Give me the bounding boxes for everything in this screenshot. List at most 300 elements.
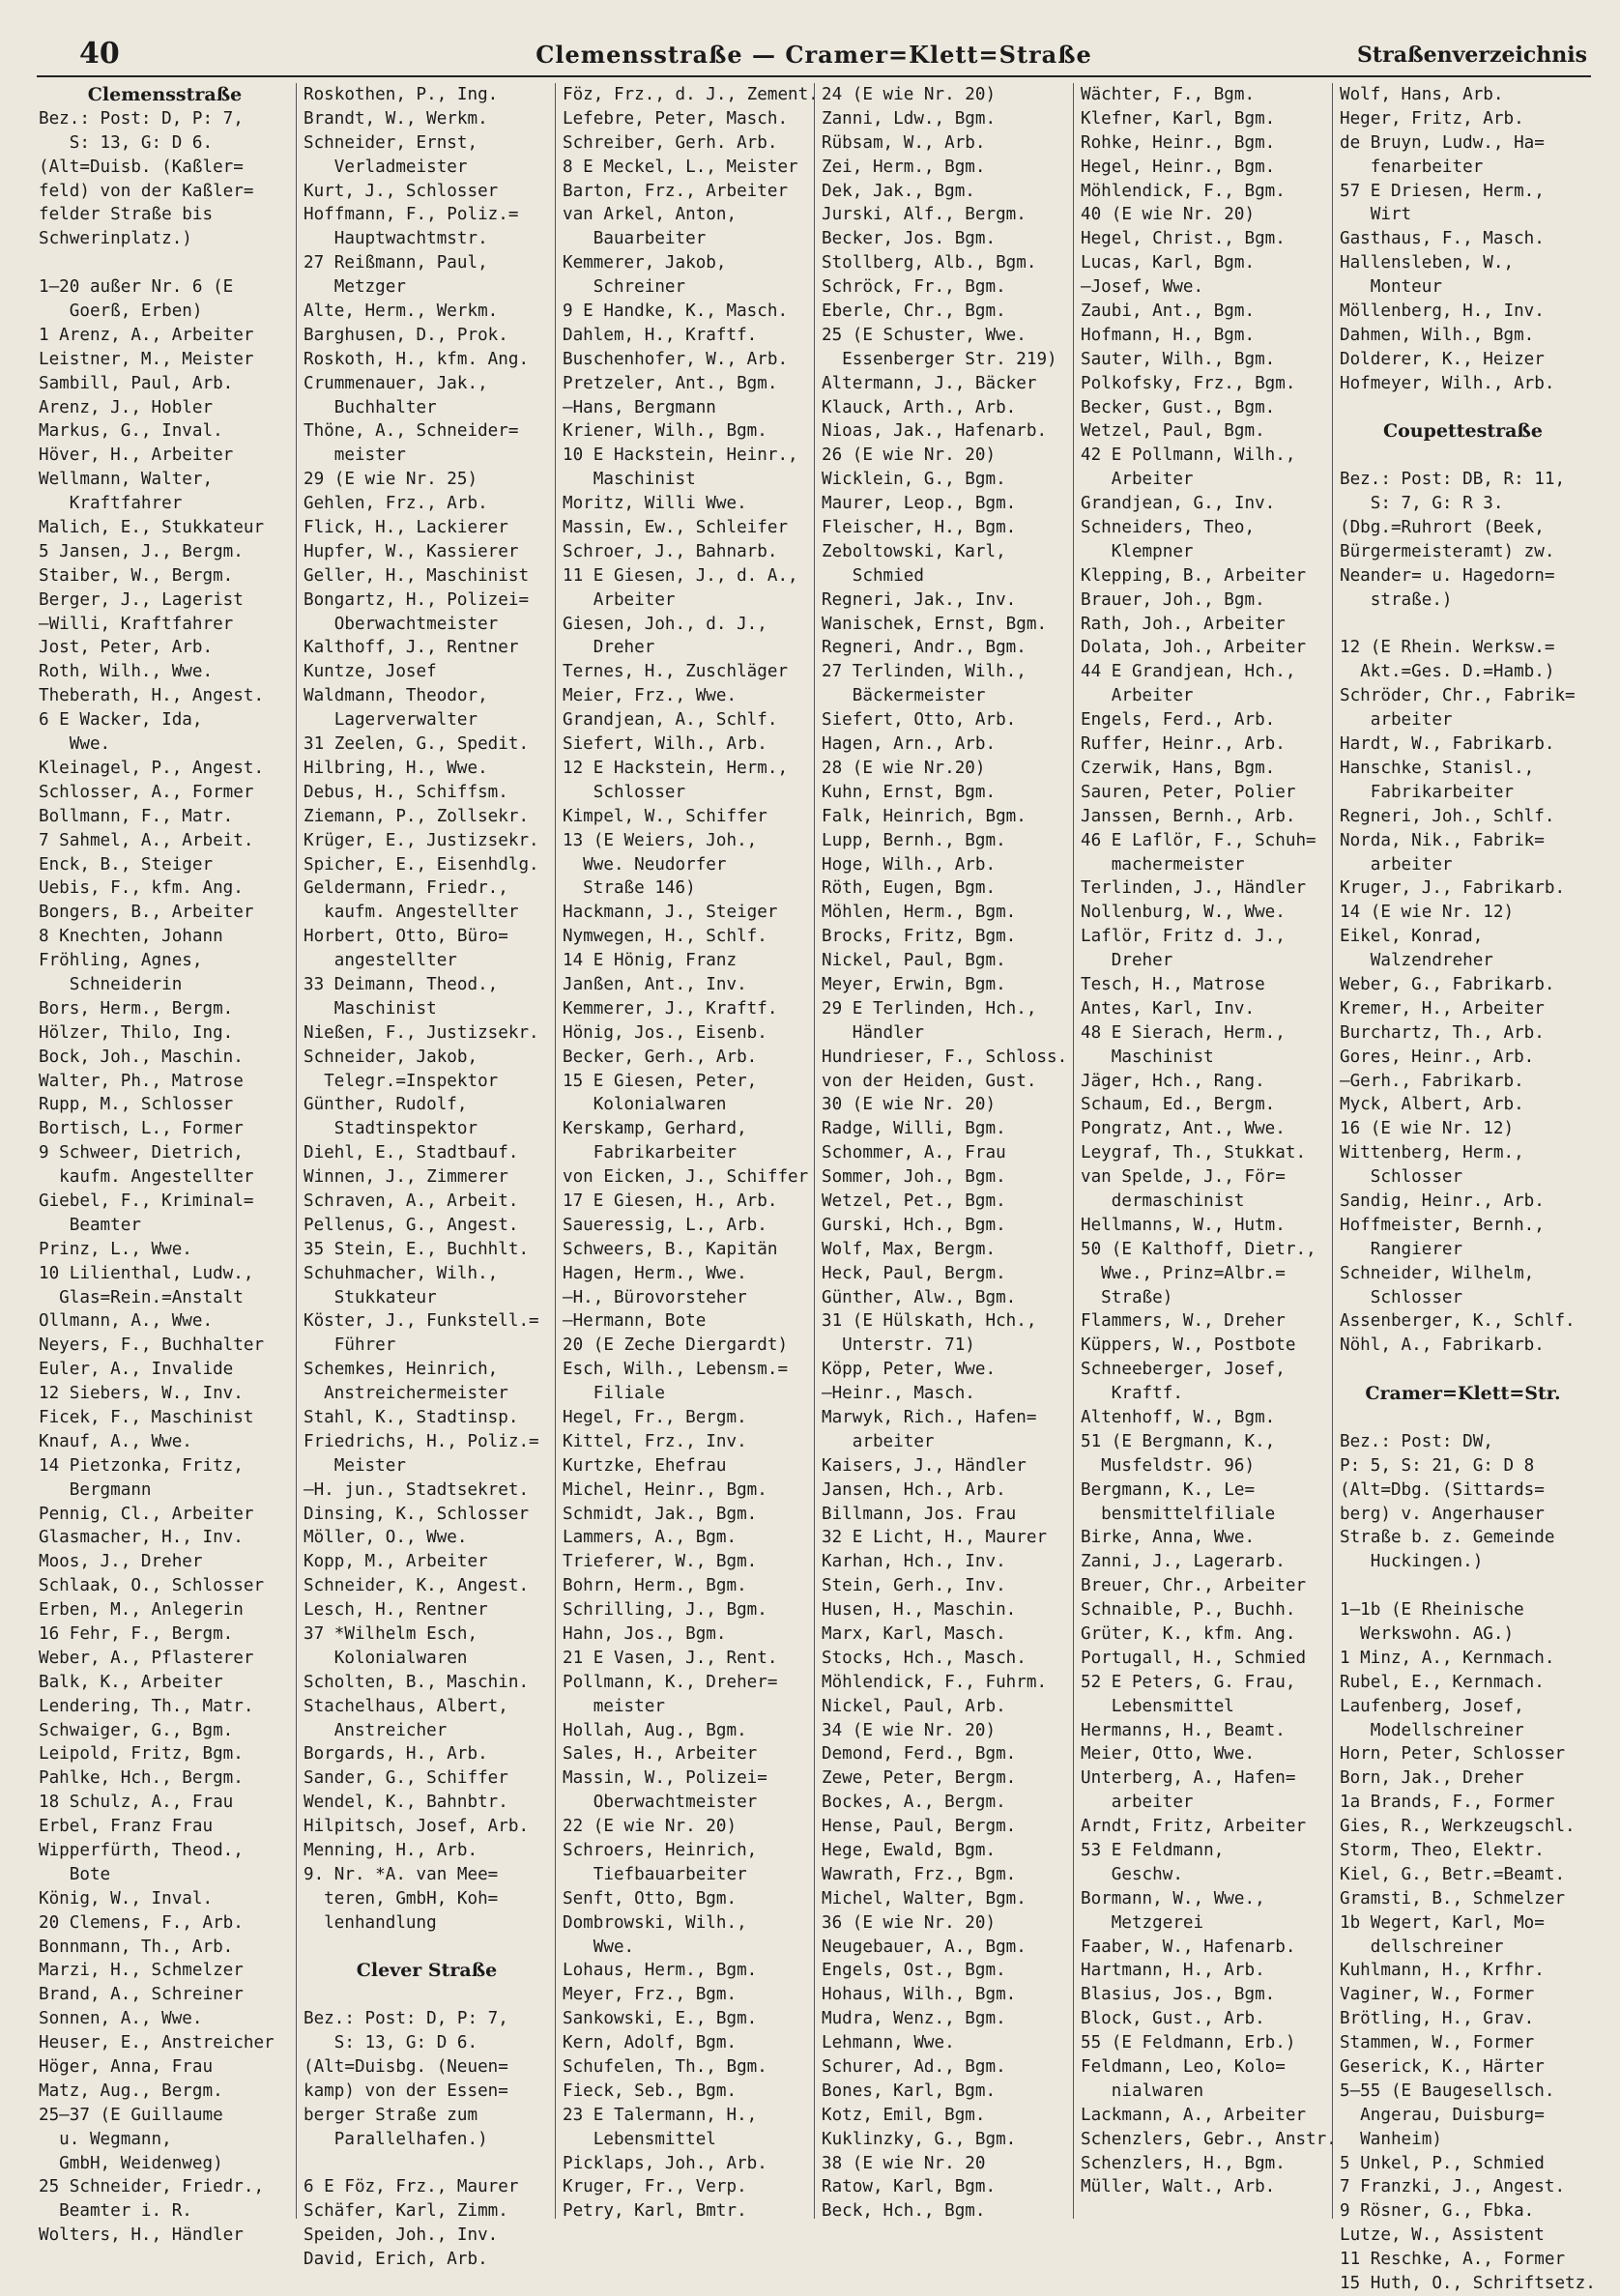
directory-line: Bollmann, F., Matr. bbox=[39, 806, 234, 826]
directory-line: Röth, Eugen, Bgm. bbox=[822, 878, 997, 899]
directory-line: Monteur bbox=[1340, 277, 1442, 298]
directory-line: Bez.: Post: DW, bbox=[1340, 1431, 1493, 1451]
directory-line: Grüter, K., kfm. Ang. bbox=[1081, 1624, 1296, 1644]
directory-line: Sonnen, A., Wwe. bbox=[39, 2009, 203, 2029]
directory-line: Barghusen, D., Prok. bbox=[304, 325, 508, 345]
directory-line: 9 E Handke, K., Masch. bbox=[563, 301, 789, 322]
directory-line: Nöhl, A., Fabrikarb. bbox=[1340, 1335, 1545, 1356]
directory-line: Hahn, Jos., Bgm. bbox=[563, 1624, 727, 1644]
directory-line: Kuklinzky, G., Bgm. bbox=[822, 2129, 1017, 2149]
directory-line: Schneiders, Theo, bbox=[1081, 518, 1256, 538]
directory-line: Schenzlers, Gebr., Anstr. bbox=[1081, 2129, 1337, 2149]
text-columns bbox=[37, 83, 1596, 2294]
directory-line: Schuhmacher, Wilh., bbox=[304, 1263, 499, 1283]
directory-line: Bäckermeister bbox=[822, 686, 986, 706]
directory-line: 51 (E Bergmann, K., bbox=[1081, 1431, 1276, 1451]
directory-line: Pellenus, G., Angest. bbox=[304, 1215, 519, 1235]
directory-line: Lohaus, Herm., Bgm. bbox=[563, 1961, 758, 1981]
directory-line: berger Straße zum bbox=[304, 2105, 478, 2125]
directory-line: Ruffer, Heinr., Arb. bbox=[1081, 734, 1286, 755]
directory-line: Gasthaus, F., Masch. bbox=[1340, 229, 1545, 249]
directory-line: Fabrikarbeiter bbox=[563, 1143, 738, 1163]
directory-line: S: 13, G: D 6. bbox=[39, 132, 214, 153]
directory-line: 36 (E wie Nr. 20) bbox=[822, 1912, 997, 1933]
directory-line: S: 7, G: R 3. bbox=[1340, 494, 1504, 514]
directory-line: Thöne, A., Schneider= bbox=[304, 421, 519, 442]
directory-line: Leygraf, Th., Stukkat. bbox=[1081, 1143, 1307, 1163]
directory-line: Kleinagel, P., Angest. bbox=[39, 758, 265, 778]
directory-line: Malich, E., Stukkateur bbox=[39, 518, 265, 538]
directory-line bbox=[304, 2152, 550, 2176]
directory-line: 57 E Driesen, Herm., bbox=[1340, 181, 1545, 201]
directory-line: Menning, H., Arb. bbox=[304, 1841, 478, 1861]
directory-line: Rangierer bbox=[1340, 1239, 1463, 1259]
directory-line: 38 (E wie Nr. 20 bbox=[822, 2153, 986, 2173]
directory-line: Schufelen, Th., Bgm. bbox=[563, 2057, 767, 2078]
directory-line: Geschw. bbox=[1081, 1864, 1183, 1884]
directory-line: Huckingen.) bbox=[1340, 1552, 1484, 1572]
directory-line: 1 Minz, A., Kernmach. bbox=[1340, 1648, 1555, 1668]
directory-line: Köster, J., Funkstell.= bbox=[304, 1311, 539, 1332]
directory-line: Schneiderin bbox=[39, 974, 183, 994]
directory-line: de Bruyn, Ludw., Ha= bbox=[1340, 132, 1545, 153]
directory-line: 16 (E wie Nr. 12) bbox=[1340, 1119, 1515, 1139]
directory-line: Günther, Alw., Bgm. bbox=[822, 1287, 1017, 1307]
directory-line: Sandig, Heinr., Arb. bbox=[1340, 1191, 1545, 1211]
directory-line: kamp) von der Essen= bbox=[304, 2081, 508, 2101]
directory-line: Zewe, Peter, Bergm. bbox=[822, 1768, 1017, 1789]
directory-line: 6 E Wacker, Ida, bbox=[39, 710, 203, 731]
directory-line: lenhandlung bbox=[304, 1912, 437, 1933]
directory-line: Crummenauer, Jak., bbox=[304, 373, 488, 393]
directory-line: Metzger bbox=[304, 277, 406, 298]
directory-line: u. Wegmann, bbox=[39, 2129, 172, 2149]
directory-line: Hofmeyer, Wilh., Arb. bbox=[1340, 373, 1555, 393]
directory-line: Bonnmann, Th., Arb. bbox=[39, 1937, 234, 1957]
directory-line: Flick, H., Lackierer bbox=[304, 518, 508, 538]
directory-line: 11 E Giesen, J., d. A., bbox=[563, 565, 798, 586]
directory-line: 12 (E Rhein. Werksw.= bbox=[1340, 638, 1555, 658]
directory-line: Jost, Peter, Arb. bbox=[39, 638, 214, 658]
directory-line: Erben, M., Anlegerin bbox=[39, 1600, 244, 1621]
directory-line: Schmidt, Jak., Bgm. bbox=[563, 1504, 758, 1524]
directory-line: 29 E Terlinden, Hch., bbox=[822, 998, 1037, 1019]
directory-line: Hege, Ewald, Bgm. bbox=[822, 1841, 997, 1861]
directory-line: Lebensmittel bbox=[1081, 1696, 1234, 1716]
directory-line: Born, Jak., Dreher bbox=[1340, 1768, 1524, 1789]
directory-line: Angerau, Duisburg= bbox=[1340, 2105, 1545, 2125]
directory-line: Fröhling, Agnes, bbox=[39, 951, 203, 971]
directory-line: Roskoth, H., kfm. Ang. bbox=[304, 349, 530, 369]
directory-line: Arbeiter bbox=[1081, 470, 1194, 490]
directory-line: 27 Terlinden, Wilh., bbox=[822, 662, 1027, 682]
directory-line: 13 (E Weiers, Joh., bbox=[563, 830, 758, 850]
directory-line: Blasius, Jos., Bgm. bbox=[1081, 1985, 1276, 2005]
directory-line bbox=[1340, 613, 1586, 637]
directory-line: Kemmerer, Jakob, bbox=[563, 253, 727, 273]
directory-line: 25 (E Schuster, Wwe. bbox=[822, 325, 1027, 345]
directory-line: Kraftf. bbox=[1081, 1384, 1183, 1404]
directory-line: 5 Jansen, J., Bergm. bbox=[39, 541, 244, 561]
directory-line: Kalthoff, J., Rentner bbox=[304, 638, 519, 658]
directory-line: Mudra, Wenz., Bgm. bbox=[822, 2009, 1006, 2029]
directory-line: Demond, Ferd., Bgm. bbox=[822, 1744, 1017, 1765]
directory-line: 33 Deimann, Theod., bbox=[304, 974, 499, 994]
directory-line: kaufm. Angestellter bbox=[39, 1167, 254, 1188]
directory-line: Dreher bbox=[563, 638, 655, 658]
directory-line: Lackmann, A., Arbeiter bbox=[1081, 2105, 1307, 2125]
directory-line: Bergmann, K., Le= bbox=[1081, 1479, 1256, 1500]
street-heading: Cramer=Klett=Str. bbox=[1365, 1383, 1561, 1405]
directory-line: Brandt, W., Werkm. bbox=[304, 108, 488, 129]
directory-line: Michel, Heinr., Bgm. bbox=[563, 1479, 767, 1500]
column-6 bbox=[1332, 83, 1596, 2294]
directory-line: Musfeldstr. 96) bbox=[1081, 1455, 1256, 1476]
directory-line: Jansen, Hch., Arb. bbox=[822, 1479, 1006, 1500]
directory-line: Wächter, F., Bgm. bbox=[1081, 85, 1256, 104]
directory-line: van Spelde, J., För= bbox=[1081, 1167, 1286, 1188]
directory-line: Dolderer, K., Heizer bbox=[1340, 349, 1545, 369]
directory-line: Lefebre, Peter, Masch. bbox=[563, 108, 789, 129]
directory-line: 46 E Laflör, F., Schuh= bbox=[1081, 830, 1316, 850]
directory-line: Meyer, Erwin, Bgm. bbox=[822, 974, 1006, 994]
directory-line: Schlaak, O., Schlosser bbox=[39, 1576, 265, 1596]
directory-line: Stachelhaus, Albert, bbox=[304, 1696, 508, 1716]
directory-line: David, Erich, Arb. bbox=[304, 2250, 488, 2270]
directory-line: Ratow, Karl, Bgm. bbox=[822, 2177, 997, 2197]
directory-line: Köpp, Peter, Wwe. bbox=[822, 1360, 997, 1380]
directory-line: 9. Nr. *A. van Mee= bbox=[304, 1864, 499, 1884]
directory-line: Nollenburg, W., Wwe. bbox=[1081, 903, 1286, 923]
directory-line: Maschinist bbox=[1081, 1047, 1214, 1067]
directory-line: 14 (E wie Nr. 12) bbox=[1340, 903, 1515, 923]
directory-line: —H., Bürovorsteher bbox=[563, 1287, 747, 1307]
directory-line: Wetzel, Pet., Bgm. bbox=[822, 1191, 1006, 1211]
directory-line: Rohke, Heinr., Bgm. bbox=[1081, 132, 1276, 153]
directory-line: Schneeberger, Josef, bbox=[1081, 1360, 1286, 1380]
directory-line: 53 E Feldmann, bbox=[1081, 1841, 1225, 1861]
directory-line: Polkofsky, Frz., Bgm. bbox=[1081, 373, 1296, 393]
directory-line: Hohaus, Wilh., Bgm. bbox=[822, 1985, 1017, 2005]
directory-line: 12 Siebers, W., Inv. bbox=[39, 1384, 244, 1404]
directory-line: Maurer, Leop., Bgm. bbox=[822, 494, 1017, 514]
directory-line: Schröder, Chr., Fabrik= bbox=[1340, 686, 1576, 706]
directory-line: Meier, Frz., Wwe. bbox=[563, 686, 738, 706]
directory-line: Hagen, Herm., Wwe. bbox=[563, 1263, 747, 1283]
directory-line: Bez.: Post: DB, R: 11, bbox=[1340, 470, 1566, 490]
directory-line: Knauf, A., Wwe. bbox=[39, 1431, 192, 1451]
directory-line: Hauptwachtmstr. bbox=[304, 229, 488, 249]
directory-line: Sauter, Wilh., Bgm. bbox=[1081, 349, 1276, 369]
directory-line: Wolters, H., Händler bbox=[39, 2225, 244, 2246]
directory-line bbox=[304, 1983, 550, 2007]
directory-line: (Alt=Duisbg. (Neuen= bbox=[304, 2057, 508, 2078]
directory-line: Kern, Adolf, Bgm. bbox=[563, 2033, 738, 2053]
directory-line: Debus, H., Schiffsm. bbox=[304, 782, 508, 802]
directory-line: Bock, Joh., Maschin. bbox=[39, 1047, 244, 1067]
directory-line: Kuhn, Ernst, Bgm. bbox=[822, 782, 997, 802]
directory-line: teren, GmbH, Koh= bbox=[304, 1888, 499, 1909]
directory-line: Regneri, Jak., Inv. bbox=[822, 589, 1017, 610]
directory-line: arbeiter bbox=[822, 1431, 935, 1451]
directory-line: 37 *Wilhelm Esch, bbox=[304, 1624, 478, 1644]
directory-line: Moritz, Willi Wwe. bbox=[563, 494, 747, 514]
directory-line: Czerwik, Hans, Bgm. bbox=[1081, 758, 1276, 778]
directory-line: Kremer, H., Arbeiter bbox=[1340, 998, 1545, 1019]
directory-line: Hegel, Heinr., Bgm. bbox=[1081, 157, 1276, 177]
column-4 bbox=[814, 83, 1073, 2222]
directory-line: Wipperfürth, Theod., bbox=[39, 1841, 244, 1861]
directory-line: Brand, A., Schreiner bbox=[39, 1985, 244, 2005]
directory-line: Theberath, H., Angest. bbox=[39, 686, 265, 706]
directory-line: Schwerinplatz.) bbox=[39, 229, 192, 249]
directory-line: Hermanns, H., Beamt. bbox=[1081, 1720, 1286, 1740]
directory-line: 1 Arenz, A., Arbeiter bbox=[39, 325, 254, 345]
directory-line: 9 Rösner, G., Fbka. bbox=[1340, 2201, 1535, 2222]
directory-line: (Dbg.=Ruhrort (Beek, bbox=[1340, 518, 1545, 538]
directory-line: Nickel, Paul, Bgm. bbox=[822, 951, 1006, 971]
directory-line: 15 Huth, O., Schriftsetz. bbox=[1340, 2274, 1596, 2294]
directory-line: Lammers, A., Bgm. bbox=[563, 1528, 738, 1548]
directory-line: Lendering, Th., Matr. bbox=[39, 1696, 254, 1716]
directory-line: Tesch, H., Matrose bbox=[1081, 974, 1265, 994]
directory-line: Kruger, J., Fabrikarb. bbox=[1340, 878, 1566, 899]
directory-line: meister bbox=[563, 1696, 665, 1716]
directory-line: Werkswohn. AG.) bbox=[1340, 1624, 1515, 1644]
directory-line: Hardt, W., Fabrikarb. bbox=[1340, 734, 1555, 755]
directory-line: Tiefbauarbeiter bbox=[563, 1864, 747, 1884]
directory-line: kaufm. Angestellter bbox=[304, 903, 519, 923]
directory-line: Massin, Ew., Schleifer bbox=[563, 518, 789, 538]
directory-line: Becker, Gerh., Arb. bbox=[563, 1047, 758, 1067]
directory-line: Geldermann, Friedr., bbox=[304, 878, 508, 899]
directory-line: Moos, J., Dreher bbox=[39, 1552, 203, 1572]
directory-line: Anstreicher bbox=[304, 1720, 448, 1740]
directory-line: —H. jun., Stadtsekret. bbox=[304, 1479, 530, 1500]
directory-line: Bote bbox=[39, 1864, 111, 1884]
directory-line: Kuntze, Josef bbox=[304, 662, 437, 682]
directory-line: Heuser, E., Anstreicher bbox=[39, 2033, 275, 2053]
directory-line: Bez.: Post: D, P: 7, bbox=[304, 2009, 508, 2029]
directory-line: 8 E Meckel, L., Meister bbox=[563, 157, 798, 177]
directory-line: Kolonialwaren bbox=[563, 1095, 727, 1115]
directory-line: GmbH, Weidenweg) bbox=[39, 2153, 223, 2173]
directory-line: Schröck, Fr., Bgm. bbox=[822, 277, 1006, 298]
directory-line: Schroer, J., Bahnarb. bbox=[563, 541, 778, 561]
directory-line: Senft, Otto, Bgm. bbox=[563, 1888, 738, 1909]
directory-line: Stahl, K., Stadtinsp. bbox=[304, 1407, 519, 1427]
directory-line: Arbeiter bbox=[1081, 686, 1194, 706]
directory-line: Billmann, Jos. Frau bbox=[822, 1504, 1017, 1524]
directory-line: Klefner, Karl, Bgm. bbox=[1081, 108, 1276, 129]
directory-line: Arenz, J., Hobler bbox=[39, 397, 214, 417]
directory-line: Burchartz, Th., Arb. bbox=[1340, 1022, 1545, 1043]
directory-line: Führer bbox=[304, 1335, 396, 1356]
directory-line: Bohrn, Herm., Bgm. bbox=[563, 1576, 747, 1596]
directory-line: Portugall, H., Schmied bbox=[1081, 1648, 1307, 1668]
page-header bbox=[37, 37, 1591, 77]
directory-line: Kolonialwaren bbox=[304, 1648, 468, 1668]
directory-line: Speiden, Joh., Inv. bbox=[304, 2225, 499, 2246]
directory-line: Schwaiger, G., Bgm. bbox=[39, 1720, 234, 1740]
directory-line: Lutze, W., Assistent bbox=[1340, 2225, 1545, 2246]
directory-line: Marwyk, Rich., Hafen= bbox=[822, 1407, 1037, 1427]
directory-line: Beamter bbox=[39, 1215, 141, 1235]
directory-line: arbeiter bbox=[1340, 854, 1453, 875]
directory-line: berg) v. Angerhauser bbox=[1340, 1504, 1545, 1524]
directory-line: Oberwachtmeister bbox=[563, 1793, 758, 1813]
directory-line: Hönig, Jos., Eisenb. bbox=[563, 1022, 767, 1043]
directory-line: Hackmann, J., Steiger bbox=[563, 903, 778, 923]
directory-line: Schneider, K., Angest. bbox=[304, 1576, 530, 1596]
directory-line: Assenberger, K., Schlf. bbox=[1340, 1311, 1576, 1332]
directory-line: Stammen, W., Former bbox=[1340, 2033, 1535, 2053]
directory-line: Kriener, Wilh., Bgm. bbox=[563, 421, 767, 442]
directory-line: Gies, R., Werkzeugschl. bbox=[1340, 1817, 1576, 1837]
directory-line: Zanni, Ldw., Bgm. bbox=[822, 108, 997, 129]
directory-line: Nioas, Jak., Hafenarb. bbox=[822, 421, 1048, 442]
directory-line: Heck, Paul, Bergm. bbox=[822, 1263, 1006, 1283]
directory-line bbox=[304, 1936, 550, 1960]
directory-line: Laflör, Fritz d. J., bbox=[1081, 927, 1286, 947]
directory-line: Akt.=Ges. D.=Hamb.) bbox=[1340, 662, 1555, 682]
directory-line: Beck, Hch., Bgm. bbox=[822, 2201, 986, 2222]
column-1 bbox=[37, 83, 296, 2246]
directory-line: Marx, Karl, Masch. bbox=[822, 1624, 1006, 1644]
directory-line: Meister bbox=[304, 1455, 406, 1476]
directory-line bbox=[1340, 1574, 1586, 1598]
directory-line: Schenzlers, H., Bgm. bbox=[1081, 2153, 1286, 2173]
directory-line: Jurski, Alf., Bergm. bbox=[822, 205, 1027, 225]
directory-line: Matz, Aug., Bergm. bbox=[39, 2081, 223, 2101]
directory-line: Fabrikarbeiter bbox=[1340, 782, 1515, 802]
directory-line: Nymwegen, H., Schlf. bbox=[563, 927, 767, 947]
directory-line: Bongers, B., Arbeiter bbox=[39, 903, 254, 923]
directory-line: Massin, W., Polizei= bbox=[563, 1768, 767, 1789]
directory-line: Hallensleben, W., bbox=[1340, 253, 1515, 273]
directory-line: 40 (E wie Nr. 20) bbox=[1081, 205, 1256, 225]
directory-line: Maschinist bbox=[304, 998, 437, 1019]
directory-line: Straße b. z. Gemeinde bbox=[1340, 1528, 1555, 1548]
directory-line: Rübsam, W., Arb. bbox=[822, 132, 986, 153]
directory-line: Unterstr. 71) bbox=[822, 1335, 975, 1356]
directory-line: meister bbox=[304, 445, 406, 466]
directory-line: Waldmann, Theodor, bbox=[304, 686, 488, 706]
directory-line: Enck, B., Steiger bbox=[39, 854, 214, 875]
street-heading: Coupettestraße bbox=[1383, 420, 1543, 443]
directory-line: Hegel, Christ., Bgm. bbox=[1081, 229, 1286, 249]
directory-line: Hupfer, W., Kassierer bbox=[304, 541, 519, 561]
directory-line: Alte, Herm., Werkm. bbox=[304, 301, 499, 322]
directory-line: Wolf, Hans, Arb. bbox=[1340, 85, 1504, 104]
directory-line: 12 E Hackstein, Herm., bbox=[563, 758, 789, 778]
directory-line: Staiber, W., Bergm. bbox=[39, 565, 234, 586]
directory-line: Hilbring, H., Wwe. bbox=[304, 758, 488, 778]
directory-line: Goerß, Erben) bbox=[39, 301, 203, 322]
directory-line: Prinz, L., Wwe. bbox=[39, 1239, 192, 1259]
directory-line: Siefert, Wilh., Arb. bbox=[563, 734, 767, 755]
directory-line: Filiale bbox=[563, 1384, 665, 1404]
directory-line: Möller, O., Wwe. bbox=[304, 1528, 468, 1548]
directory-line: 35 Stein, E., Buchhlt. bbox=[304, 1239, 530, 1259]
directory-line: Gores, Heinr., Arb. bbox=[1340, 1047, 1535, 1067]
directory-line: Hölzer, Thilo, Ing. bbox=[39, 1022, 234, 1043]
directory-line: Lehmann, Wwe. bbox=[822, 2033, 955, 2053]
directory-line: 48 E Sierach, Herm., bbox=[1081, 1022, 1286, 1043]
directory-line: Berger, J., Lagerist bbox=[39, 589, 244, 610]
directory-line: Schreiner bbox=[563, 277, 686, 298]
directory-line: 1b Wegert, Karl, Mo= bbox=[1340, 1912, 1545, 1933]
directory-line: Pretzeler, Ant., Bgm. bbox=[563, 373, 778, 393]
directory-line: 7 Franzki, J., Angest. bbox=[1340, 2177, 1566, 2197]
directory-line: Möllenberg, H., Inv. bbox=[1340, 301, 1545, 322]
directory-line: Hagen, Arn., Arb. bbox=[822, 734, 997, 755]
directory-line: Wicklein, G., Bgm. bbox=[822, 470, 1006, 490]
directory-line: Kerskamp, Gerhard, bbox=[563, 1119, 747, 1139]
directory-line: Kotz, Emil, Bgm. bbox=[822, 2105, 986, 2125]
directory-line: Ficek, F., Maschinist bbox=[39, 1407, 254, 1427]
directory-line: Möhlen, Herm., Bgm. bbox=[822, 903, 1017, 923]
directory-line: Erbel, Franz Frau bbox=[39, 1817, 214, 1837]
directory-line: Janßen, Ant., Inv. bbox=[563, 974, 747, 994]
directory-line: Müller, Walt., Arb. bbox=[1081, 2177, 1276, 2197]
directory-line: Bors, Herm., Bergm. bbox=[39, 998, 234, 1019]
directory-line: Euler, A., Invalide bbox=[39, 1360, 234, 1380]
directory-line: Hollah, Aug., Bgm. bbox=[563, 1720, 747, 1740]
directory-line: Walter, Ph., Matrose bbox=[39, 1071, 244, 1091]
directory-line: Weber, G., Fabrikarb. bbox=[1340, 974, 1555, 994]
directory-line: Stollberg, Alb., Bgm. bbox=[822, 253, 1037, 273]
directory-line: 10 E Hackstein, Heinr., bbox=[563, 445, 798, 466]
directory-line bbox=[39, 251, 291, 275]
directory-line: Barton, Frz., Arbeiter bbox=[563, 181, 789, 201]
directory-line: Krüger, E., Justizsekr. bbox=[304, 830, 539, 850]
directory-line: Friedrichs, H., Poliz.= bbox=[304, 1431, 539, 1451]
directory-line: Diehl, E., Stadtbauf. bbox=[304, 1143, 519, 1163]
directory-line: Karhan, Hch., Inv. bbox=[822, 1552, 1006, 1572]
directory-line: Anstreichermeister bbox=[304, 1384, 508, 1404]
directory-line: bensmittelfiliale bbox=[1081, 1504, 1276, 1524]
running-title: Clemensstraße — Cramer=Klett=Straße bbox=[535, 41, 1092, 69]
directory-line: 6 E Föz, Frz., Maurer bbox=[304, 2177, 519, 2197]
directory-line: Saueressig, L., Arb. bbox=[563, 1215, 767, 1235]
directory-line: 44 E Grandjean, Hch., bbox=[1081, 662, 1296, 682]
directory-line: 10 Lilienthal, Ludw., bbox=[39, 1263, 254, 1283]
directory-line: Händler bbox=[822, 1022, 924, 1043]
directory-line: Sauren, Peter, Polier bbox=[1081, 782, 1296, 802]
directory-line: Hofmann, H., Bgm. bbox=[1081, 325, 1256, 345]
directory-line: Feldmann, Leo, Kolo= bbox=[1081, 2057, 1286, 2078]
directory-line: Meier, Otto, Wwe. bbox=[1081, 1744, 1256, 1765]
directory-line: Horn, Peter, Schlosser bbox=[1340, 1744, 1566, 1765]
directory-line: Straße 146) bbox=[563, 878, 696, 899]
directory-line: Leistner, M., Meister bbox=[39, 349, 254, 369]
directory-line: 17 E Giesen, H., Arb. bbox=[563, 1191, 778, 1211]
directory-line: Walzendreher bbox=[1340, 951, 1493, 971]
directory-line: Eberle, Chr., Bgm. bbox=[822, 301, 1006, 322]
directory-line: Weber, A., Pflasterer bbox=[39, 1648, 254, 1668]
directory-line: Brauer, Joh., Bgm. bbox=[1081, 589, 1265, 610]
directory-line: Altermann, J., Bäcker bbox=[822, 373, 1037, 393]
directory-line: Balk, K., Arbeiter bbox=[39, 1672, 223, 1692]
directory-line: Stukkateur bbox=[304, 1287, 437, 1307]
directory-line: Ternes, H., Zuschläger bbox=[563, 662, 789, 682]
directory-line: Kuhlmann, H., Krfhr. bbox=[1340, 1961, 1545, 1981]
directory-line: Bez.: Post: D, P: 7, bbox=[39, 108, 244, 129]
directory-line: dellschreiner bbox=[1340, 1937, 1504, 1957]
directory-line: Lesch, H., Rentner bbox=[304, 1600, 488, 1621]
directory-line: —Hermann, Bote bbox=[563, 1311, 707, 1332]
